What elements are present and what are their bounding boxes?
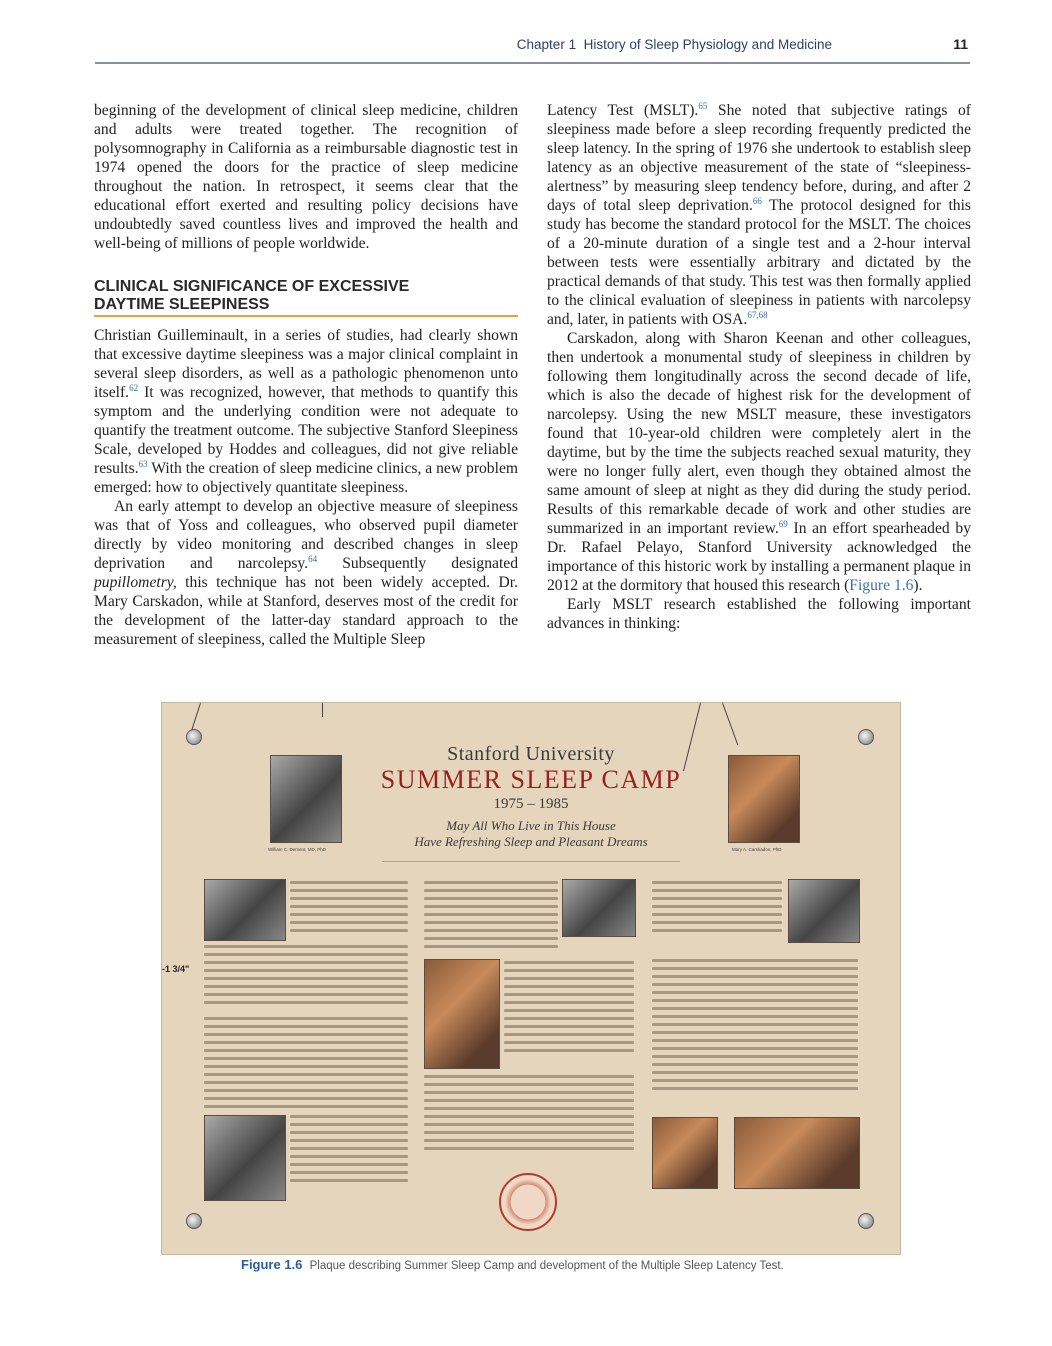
plaque-years: 1975 – 1985 xyxy=(493,796,569,812)
portrait-photo-dement xyxy=(270,755,342,843)
right-column xyxy=(547,101,971,633)
plaque-divider xyxy=(382,861,680,862)
reference-superscript[interactable]: 62 xyxy=(129,383,139,393)
plaque-text-block xyxy=(652,959,858,1095)
portrait-caption-dement: William C. Dement, MD, PhD xyxy=(268,847,327,852)
plaque-text-block xyxy=(204,945,408,1113)
plaque-photo-students xyxy=(204,879,286,941)
reference-superscript[interactable]: 69 xyxy=(778,519,788,529)
italic-term: pupillometry, xyxy=(94,574,177,591)
text-run: Subsequently designated xyxy=(317,555,518,572)
plaque-photo-researchers xyxy=(562,879,636,937)
plaque-text-block xyxy=(290,881,408,937)
text-run: Christian Guilleminault, in a series of studies, had clearly shown that excessive daytime sleepiness was a major clinical complaint in several sleep disorders, as well as a pathologic phenomenon unto itself. xyxy=(94,327,518,401)
text-run: It was recognized, however, that methods to quantify this symptom and the underlying condition were not adequate to quantify the treatment outcome. The subjective Stanford Sleepiness Scale, developed by Hoddes and colleagues, did not give reliable results. xyxy=(94,384,518,477)
plaque-photo xyxy=(161,702,901,1255)
plaque-text-block xyxy=(504,961,634,1057)
paragraph xyxy=(94,497,518,649)
screw-icon xyxy=(858,1213,874,1229)
text-run: With the creation of sleep medicine clinics, a new problem emerged: how to objectively quantitate sleepiness. xyxy=(94,460,518,496)
section-heading-line1: CLINICAL SIGNIFICANCE OF EXCESSIVE xyxy=(94,278,410,295)
figure-label: Figure 1.6 xyxy=(241,1257,303,1272)
hanging-wire xyxy=(722,703,738,746)
text-run: An early attempt to develop an objective measure of sleepiness was that of Yoss and colleagues, who observed pupil diameter directly by video monitoring and described changes in sleep deprivation and narcolepsy. xyxy=(94,498,518,572)
reference-superscript[interactable]: 63 xyxy=(138,459,148,469)
hanging-wire xyxy=(191,703,201,732)
text-run: The protocol designed for this study has become the standard protocol for the MSLT. The choices of a 20-minute duration of a single test and a 2-hour interval between tests were essentially arbitrary and dictated by the practical demands of that study. This test was then formally applied to the clinical evaluation of sleepiness in patients with narcolepsy and, later, in patients with OSA. xyxy=(547,197,971,328)
paragraph xyxy=(94,326,518,497)
text-run: She noted that subjective ratings of sleepiness made before a sleep recording frequently predicted the sleep latency. In the spring of 1976 she undertook to establish sleep latency as an objective measurement of the state of “sleepiness-alertness” by measuring sleep tendency before, during, and after 2 days of total sleep deprivation. xyxy=(547,102,971,214)
figure-caption-text: Plaque describing Summer Sleep Camp and development of the Multiple Sleep Latency Test. xyxy=(309,1260,784,1272)
plaque-motto-line2: Have Refreshing Sleep and Pleasant Dreams xyxy=(414,834,648,849)
chapter-heading xyxy=(517,37,832,52)
paragraph: beginning of the development of clinical sleep medicine, children and adults were treated together. The recognition of polysomnography in California as a reimbursable diagnostic test in 1974 opened the doors for the practice of sleep medicine throughout the nation. In retrospect, it seems clear that the educational effort exerted and resulting policy decisions have undoubtedly saved countless lives and improved the health and well-being of millions of people worldwide. xyxy=(94,102,518,252)
text-run: ). xyxy=(913,577,923,594)
plaque-photo-room xyxy=(788,879,860,943)
plaque-university: Stanford University xyxy=(447,743,615,765)
section-heading xyxy=(94,278,518,317)
portrait-caption-carskadon: Mary A. Carskadon, PhD xyxy=(732,847,782,852)
plaque-text-block xyxy=(424,881,558,953)
chapter-label: Chapter xyxy=(516,37,565,52)
plaque-photo-child xyxy=(424,959,500,1069)
plaque-photo-group xyxy=(204,1115,286,1201)
reference-superscript[interactable]: 65 xyxy=(698,101,708,111)
text-run: this technique has not been widely accepted. Dr. Mary Carskadon, while at Stanford, deserves most of the credit for the development of the latter-day standard approach to the measurement of sleepiness, called the Multiple Sleep xyxy=(94,574,518,648)
reference-superscript[interactable]: 67,68 xyxy=(747,310,768,320)
text-run: Carskadon, along with Sharon Keenan and other colleagues, then undertook a monumental study of sleepiness in children by following them longitudinally across the second decade of life, which is also the decade of highest risk for the development of narcolepsy. Using the new MSLT measure, these investigators found that 10-year-old children were completely alert in the daytime, but by the time the subjects reached sexual maturity, they were no longer fully alert, even though they obtained almost the same amount of sleep at night as they did during the study period. Results of this remarkable decade of work and other studies are summarized in an important review. xyxy=(547,330,971,537)
chapter-title: History of Sleep Physiology and Medicine xyxy=(583,37,832,52)
text-run: In an effort spearheaded by Dr. Rafael Pelayo, Stanford University acknowledged the importance of this historic work by installing a permanent plaque in 2012 at the dormitory that housed this research ( xyxy=(547,520,971,594)
plaque-text-block xyxy=(652,881,782,937)
figure-caption xyxy=(241,1257,784,1272)
measurement-label: -1 3/4" xyxy=(162,964,190,974)
portrait-photo-carskadon xyxy=(728,755,800,843)
hanging-wire xyxy=(322,703,323,717)
paragraph: Early MSLT research established the following important advances in thinking: xyxy=(547,596,971,632)
text-run: Latency Test (MSLT). xyxy=(547,102,699,119)
page-number: 11 xyxy=(953,36,968,52)
stanford-seal xyxy=(499,1173,557,1231)
plaque-photo-baby xyxy=(652,1117,718,1189)
section-heading-line2: DAYTIME SLEEPINESS xyxy=(94,296,270,313)
left-column xyxy=(94,101,518,649)
figure-link[interactable]: Figure 1.6 xyxy=(849,577,914,594)
plaque-text-block xyxy=(290,1115,408,1187)
plaque-text-block xyxy=(424,1075,634,1155)
running-header xyxy=(95,36,970,64)
plaque-motto-line1: May All Who Live in This House xyxy=(446,818,616,833)
plaque-camp-title: SUMMER SLEEP CAMP xyxy=(380,765,682,794)
reference-superscript[interactable]: 66 xyxy=(752,196,762,206)
paragraph xyxy=(547,329,971,595)
chapter-number: 1 xyxy=(568,37,577,52)
plaque-photo-camp-group xyxy=(734,1117,860,1189)
reference-superscript[interactable]: 64 xyxy=(308,554,318,564)
screw-icon xyxy=(186,1213,202,1229)
paragraph xyxy=(547,101,971,329)
